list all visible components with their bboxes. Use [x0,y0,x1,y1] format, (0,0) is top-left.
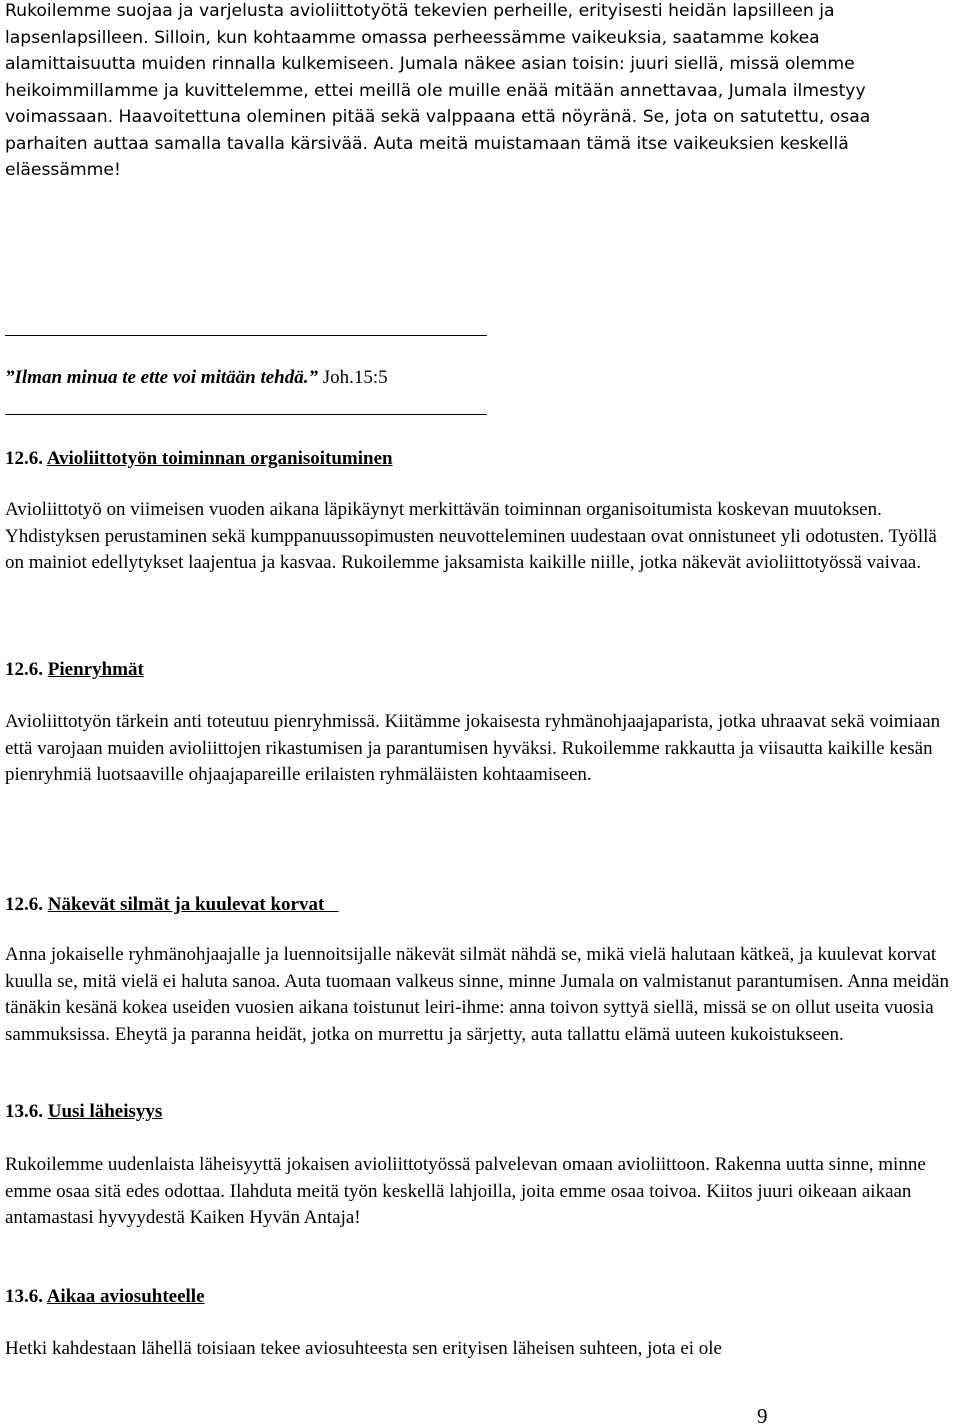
section-heading [5,1099,162,1126]
section-body: Rukoilemme uudenlaista läheisyyttä jokaisen avioliittotyössä palvelevan omaan avioliittoon. Rakenna uutta sinne, minne emme osaa sitä edes odottaa. Ilahduta meitä työn keskellä lahjoilla, joita emme osaa toivoa. Kiitos juuri oikeaan aikaan antamastasi hyvyydestä Kaiken Hyvän Antaja! [5,1154,926,1228]
page-number: 9 [757,1404,768,1428]
section-title: Uusi läheisyys [47,1101,163,1122]
section-body: Avioliittotyön tärkein anti toteutuu pienryhmissä. Kiitämme jokaisesta ryhmänohjaajaparista, jotka uhraavat sekä voimiaan että varojaan muiden avioliittojen rikastumisen ja parantumisen hyväksi. Rukoilemme rakkautta ja viisautta kaikille kesän pienryhmiä luotsaaville ohjaajapareille erilaisten ryhmäläisten kohtaamiseen. [5,711,941,785]
section-body: Anna jokaiselle ryhmänohjaajalle ja luennoitsijalle näkevät silmät nähdä se, mikä vielä halutaan kätkeä, ja kuulevat korvat kuulla se, mitä vielä ei haluta sanoa. Auta tuomaan valkeus sinne, minne Jumala on valmistanut parantumisen. Anna meidän tänäkin kesänä kokea useiden vuosien aikana toistunut leiri-ihme: anna toivon syttyä siellä, missä se on ollut useita vuosia sammuksissa. Eheytä ja paranna heidät, jotka on murrettu ja särjetty, auta tallattu elämä uuteen kukoistukseen. [5,944,949,1045]
section-heading [5,446,393,473]
section-heading [5,1284,205,1311]
section-number: 12.6. [5,894,43,915]
section-number: 12.6. [5,448,43,469]
section-body: Avioliittotyö on viimeisen vuoden aikana läpikäynyt merkittävän toiminnan organisoitumista koskevan muutoksen. Yhdistyksen perustaminen sekä kumppanuussopimusten neuvotteleminen uudestaan ovat onnistuneet yli odotusten. Työllä on mainiot edellytykset laajentua ja kasvaa. Rukoilemme jaksamista kaikille niille, jotka näkevät avioliittotyössä vaivaa. [5,499,937,573]
section-number: 13.6. [5,1101,43,1122]
intro-paragraph: Rukoilemme suojaa ja varjelusta avioliittotyötä tekevien perheille, erityisesti heidän lapsilleen ja lapsenlapsilleen. Silloin, kun kohtaamme omassa perheessämme vaikeuksia, saatamme kokea alamittaisuutta muiden rinnalla kulkemiseen. Jumala näkee asian toisin: juuri siellä, missä olemme heikoimmillamme ja kuvittelemme, ettei meillä ole muille enää mitään annettavaa, Jumala ilmestyy voimassaan. Haavoitettuna oleminen pitää sekä valppaana että nöyränä. Se, jota on satutettu, osaa parhaiten auttaa samalla tavalla kärsivää. Auta meitä muistamaan tämä itse vaikeuksien keskellä eläessämme! [5,1,871,180]
quote-text: ”Ilman minua te ette voi mitään tehdä.” [5,367,318,388]
section-title: Näkevät silmät ja kuulevat korvat [47,894,339,915]
section-number: 12.6. [5,659,43,680]
section-heading [5,892,339,919]
scripture-quote [5,364,388,392]
section-title: Pienryhmät [47,659,144,680]
divider-top [5,335,487,336]
section-title: Avioliittotyön toiminnan organisoituminen [46,448,393,469]
quote-reference: Joh.15:5 [322,367,388,388]
section-heading [5,657,144,684]
section-number: 13.6. [5,1286,43,1307]
section-title: Aikaa aviosuhteelle [46,1286,205,1307]
section-body: Hetki kahdestaan lähellä toisiaan tekee aviosuhteesta sen erityisen läheisen suhteen, jota ei ole [5,1338,722,1359]
divider-bottom [5,414,487,415]
